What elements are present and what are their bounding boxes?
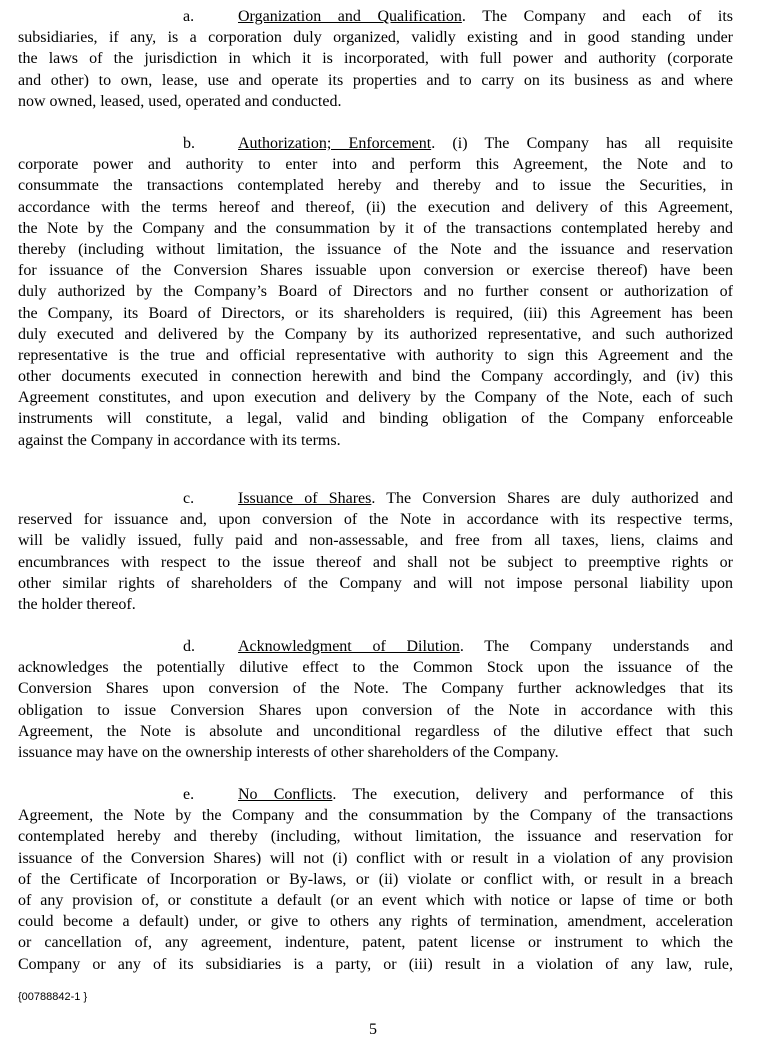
paragraph-line: corporate power and authority to enter into and perform this Agreement, the Note and to xyxy=(18,156,733,174)
paragraph-line: obligation to issue Conversion Shares upon conversion of the Note in accordance with this xyxy=(18,701,733,719)
section-first-line-text: . The Conversion Shares are duly authorized and xyxy=(371,490,733,507)
section-heading: Authorization; Enforcement xyxy=(238,135,432,152)
section-marker: a. xyxy=(183,8,195,25)
paragraph-line: acknowledges the potentially dilutive effect to the Common Stock upon the issuance of the xyxy=(18,659,733,677)
paragraph-line: Company or any of its subsidiaries is a party, or (iii) result in a violation of any law, rule, xyxy=(18,955,733,973)
section-first-line-text: . The Company understands and xyxy=(459,638,733,655)
paragraph-line: now owned, leased, used, operated and conducted. xyxy=(18,92,342,110)
paragraph-line: contemplated hereby and thereby (including, without limitation, the issuance and reservation for xyxy=(18,828,733,846)
paragraph-line: the holder thereof. xyxy=(18,595,136,613)
section-heading: Issuance of Shares xyxy=(238,490,372,507)
section-marker: c. xyxy=(183,490,195,507)
section-paragraph-d xyxy=(18,636,733,763)
paragraph-first-line xyxy=(18,133,733,154)
paragraph-line: duly executed and delivered by the Company by its authorized representative, and such authorized xyxy=(18,325,733,343)
paragraph-line: Agreement, the Note by the Company and the consummation by the Company of the transactions xyxy=(18,807,733,825)
paragraph-line: of any provision of, or constitute a default (or an event which with notice or lapse of time or both xyxy=(18,891,733,909)
section-first-line-text: . The Company and each of its xyxy=(461,8,733,25)
paragraph-line: Agreement, the Note is absolute and unconditional regardless of the dilutive effect that such xyxy=(18,722,733,740)
paragraph-line: accordance with the terms hereof and thereof, (ii) the execution and delivery of this Agreement, xyxy=(18,198,733,216)
paragraph-line: other documents executed in connection herewith and bind the Company accordingly, and (iv) this xyxy=(18,368,733,386)
paragraph-line: consummate the transactions contemplated hereby and thereby and to issue the Securities, in xyxy=(18,177,733,195)
section-marker: d. xyxy=(183,638,195,655)
paragraph-first-line xyxy=(18,636,733,657)
section-marker: b. xyxy=(183,135,195,152)
paragraph-line: issuance of the Conversion Shares) will not (i) conflict with or result in a violation of any provision xyxy=(18,849,733,867)
section-first-line-text: . The execution, delivery and performance of this xyxy=(332,786,733,803)
section-paragraph-e xyxy=(18,784,733,975)
paragraph-line: reserved for issuance and, upon conversion of the Note in accordance with its respective terms, xyxy=(18,511,733,529)
section-heading: Acknowledgment of Dilution xyxy=(238,638,460,655)
paragraph-line: against the Company in accordance with its terms. xyxy=(18,431,341,449)
section-paragraph-a xyxy=(18,6,733,112)
paragraph-line: and other) to own, lease, use and operate its properties and to carry on its business as and where xyxy=(18,71,733,89)
paragraph-line: Conversion Shares upon conversion of the Note. The Company further acknowledges that its xyxy=(18,680,733,698)
paragraph-line: issuance may have on the ownership interests of other shareholders of the Company. xyxy=(18,743,559,761)
paragraph-line: the Company, its Board of Directors, or its shareholders is required, (iii) this Agreement has been xyxy=(18,304,733,322)
section-paragraph-b xyxy=(18,133,733,451)
section-first-line-text: . (i) The Company has all requisite xyxy=(431,135,733,152)
document-id-footer: {00788842-1 } xyxy=(18,991,88,1003)
section-marker: e. xyxy=(183,786,195,803)
paragraph-line: duly authorized by the Company’s Board of Directors and no further consent or authorization of xyxy=(18,283,733,301)
paragraph-line: subsidiaries, if any, is a corporation duly organized, validly existing and in good standing under xyxy=(18,29,733,47)
paragraph-line: could become a default) under, or give to others any rights of termination, amendment, acceleration xyxy=(18,913,733,931)
page-number: 5 xyxy=(369,1021,377,1038)
paragraph-first-line xyxy=(18,488,733,509)
paragraph-line: thereby (including without limitation, the issuance of the Note and the issuance and reservation xyxy=(18,240,733,258)
paragraph-line: for issuance of the Conversion Shares issuable upon conversion or exercise thereof) have been xyxy=(18,262,733,280)
paragraph-line: representative is the true and official representative with authority to sign this Agreement and the xyxy=(18,346,733,364)
paragraph-line: or cancellation of, any agreement, indenture, patent, patent license or instrument to which the xyxy=(18,934,733,952)
section-paragraph-c xyxy=(18,488,733,615)
paragraph-line: encumbrances with respect to the issue thereof and shall not be subject to preemptive rights or xyxy=(18,553,733,571)
paragraph-line: Agreement constitutes, and upon execution and delivery by the Company of the Note, each of such xyxy=(18,389,733,407)
section-heading: No Conflicts xyxy=(238,786,333,803)
paragraph-line: instruments will constitute, a legal, valid and binding obligation of the Company enforceable xyxy=(18,410,733,428)
paragraph-first-line xyxy=(18,784,733,805)
paragraph-line: the laws of the jurisdiction in which it is incorporated, with full power and authority (corporate xyxy=(18,50,733,68)
paragraph-line: other similar rights of shareholders of the Company and will not impose personal liability upon xyxy=(18,574,733,592)
paragraph-first-line xyxy=(18,6,733,27)
paragraph-line: will be validly issued, fully paid and non-assessable, and free from all taxes, liens, claims and xyxy=(18,532,733,550)
section-heading: Organization and Qualification xyxy=(238,8,462,25)
paragraph-line: of the Certificate of Incorporation or By-laws, or (ii) violate or conflict with, or result in a breach xyxy=(18,870,733,888)
paragraph-line: the Note by the Company and the consummation by it of the transactions contemplated hereby and xyxy=(18,219,733,237)
